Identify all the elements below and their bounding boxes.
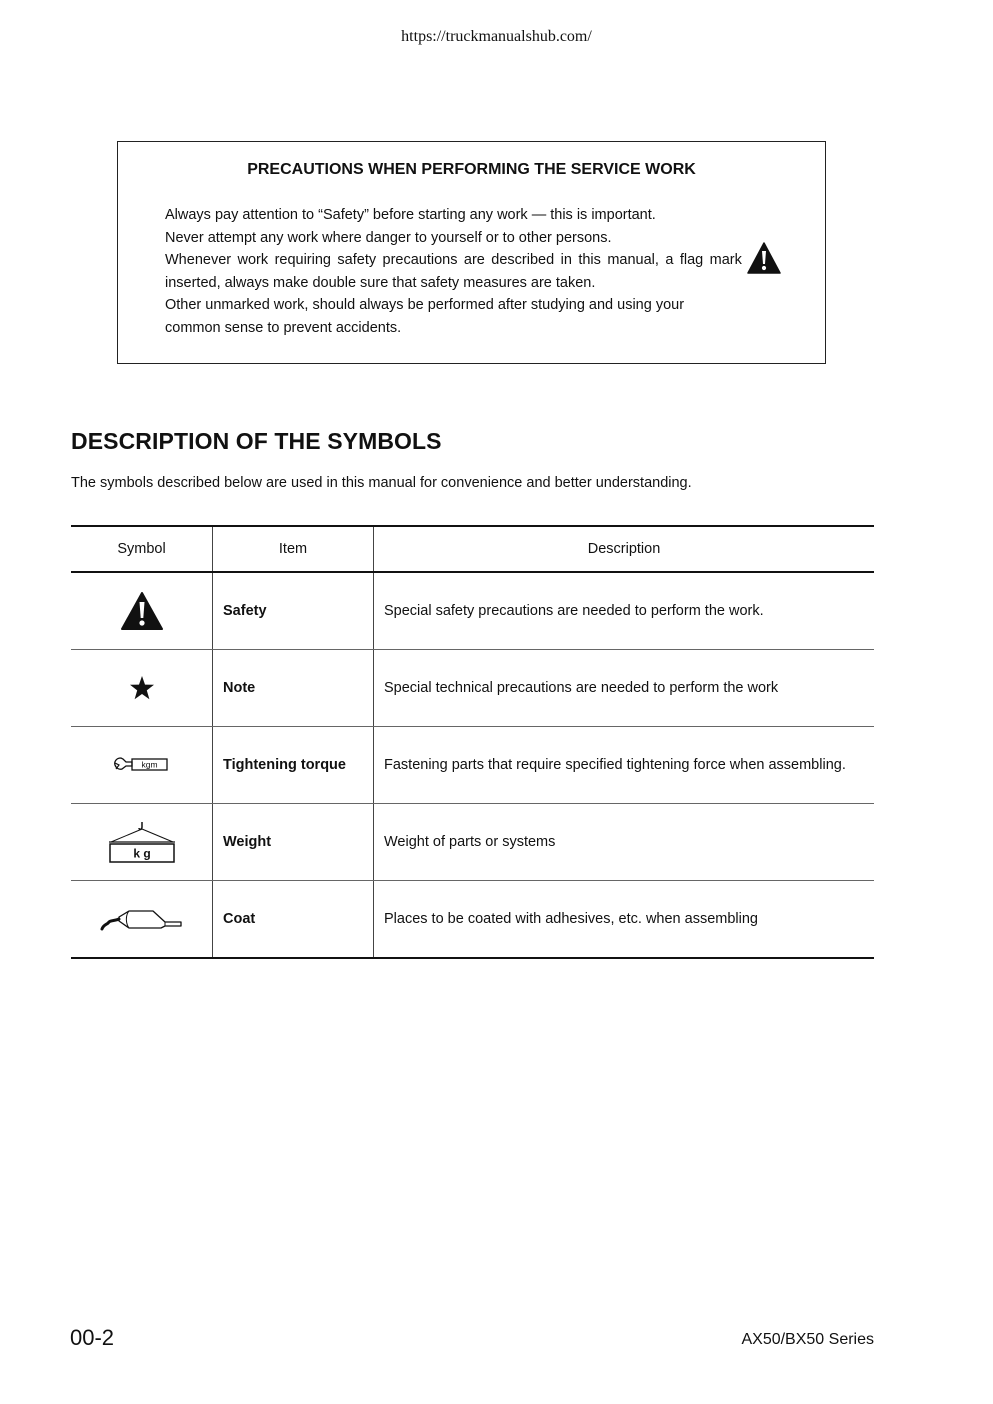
description-cell: Fastening parts that require specified tightening force when assembling.: [374, 727, 875, 804]
precautions-line: Never attempt any work where danger to yourself or to other persons.: [165, 229, 612, 246]
symbol-cell: [71, 881, 213, 959]
page-number: 00-2: [70, 1325, 115, 1350]
table-row: [71, 881, 874, 959]
item-cell: Safety: [213, 572, 374, 650]
symbol-cell: [71, 572, 213, 650]
precautions-line: Other unmarked work, should always be performed after studying and using your: [165, 297, 685, 314]
header-item: Item: [213, 526, 374, 572]
header-description: Description: [374, 526, 875, 572]
wrench-kgm-icon: [112, 754, 172, 776]
precautions-line: common sense to prevent accidents.: [165, 319, 402, 336]
item-cell: Note: [213, 650, 374, 727]
warning-triangle-icon: [120, 591, 164, 631]
symbol-cell: [71, 650, 213, 727]
section-intro: The symbols described below are used in this manual for convenience and better understanding.: [71, 475, 692, 491]
precautions-title: PRECAUTIONS WHEN PERFORMING THE SERVICE WORK: [247, 161, 696, 178]
warning-triangle-icon: [747, 242, 781, 274]
coat-tube-icon: [99, 904, 185, 934]
description-cell: Places to be coated with adhesives, etc. when assembling: [374, 881, 875, 959]
series-label: AX50/BX50 Series: [741, 1331, 874, 1348]
table-row: [71, 572, 874, 650]
precautions-line-justified: Whenever work requiring safety precautions are described in this manual, a flag mark: [165, 252, 742, 269]
symbols-table: [71, 525, 874, 959]
precautions-box: [117, 141, 826, 364]
star-icon: [128, 674, 156, 702]
table-header-row: [71, 526, 874, 572]
precautions-body: [165, 204, 745, 340]
weight-kg-icon: [107, 819, 177, 865]
wrench-kgm-label: kgm: [140, 759, 158, 770]
section-title: DESCRIPTION OF THE SYMBOLS: [71, 428, 442, 454]
weight-kg-label: k g: [132, 846, 151, 861]
symbol-cell: [71, 727, 213, 804]
table-row: [71, 727, 874, 804]
description-cell: Special safety precautions are needed to perform the work.: [374, 572, 875, 650]
table-row: [71, 650, 874, 727]
item-cell: Tightening torque: [213, 727, 374, 804]
header-symbol: Symbol: [71, 526, 213, 572]
item-cell: Coat: [213, 881, 374, 959]
table-row: [71, 804, 874, 881]
symbol-cell: [71, 804, 213, 881]
source-url: https://truckmanualshub.com/: [401, 28, 592, 45]
precautions-line: Always pay attention to “Safety” before starting any work — this is important.: [165, 207, 656, 223]
item-cell: Weight: [213, 804, 374, 881]
description-cell: Weight of parts or systems: [374, 804, 875, 881]
description-cell: Special technical precautions are needed to perform the work: [374, 650, 875, 727]
precautions-line: inserted, always make double sure that safety measures are taken.: [165, 274, 596, 291]
